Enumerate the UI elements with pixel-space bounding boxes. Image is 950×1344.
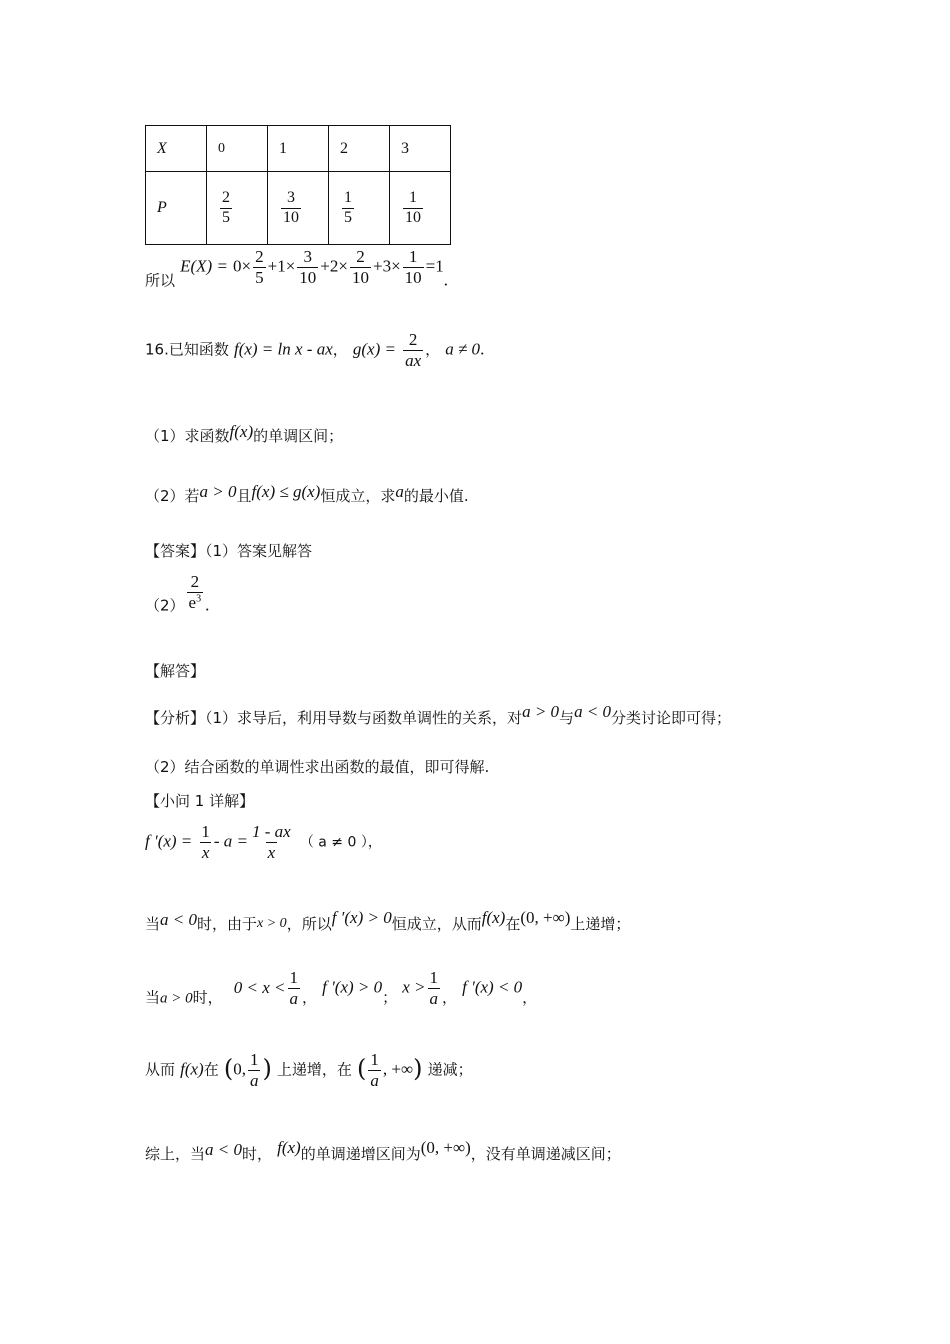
exponent: 3 xyxy=(196,592,202,604)
text: ， xyxy=(522,988,538,1007)
text: 时， xyxy=(192,988,223,1007)
math-expression: a ≠ 0 xyxy=(445,339,481,359)
math-expression: x > 0 xyxy=(257,916,287,931)
fraction-denominator: x xyxy=(201,842,210,862)
text: ，所以 xyxy=(286,915,332,933)
case-2-line xyxy=(145,968,537,1008)
fraction-denominator: 10 xyxy=(405,208,421,226)
text: . xyxy=(443,270,449,290)
text: 当 xyxy=(145,915,161,933)
math-expression: 1 xyxy=(277,256,286,276)
table-cell xyxy=(207,172,268,245)
fraction-numerator: 2 xyxy=(222,189,230,207)
problem-number: 16. xyxy=(145,340,169,359)
text: ， xyxy=(302,988,318,1007)
text: 上递增； xyxy=(570,915,631,933)
text: 的单调区间； xyxy=(253,427,344,445)
math-expression: a > 0 xyxy=(522,702,560,721)
text: 上递增，在 xyxy=(276,1060,352,1079)
math-expression: 3 xyxy=(382,256,392,276)
table-cell: 3 xyxy=(390,126,451,172)
answer-line-1 xyxy=(145,540,312,561)
summary-line xyxy=(145,1138,621,1164)
math-expression: f(x) xyxy=(180,1059,204,1079)
fraction-denominator: a xyxy=(429,988,439,1008)
fraction-denominator: 10 xyxy=(283,208,299,226)
text: 从而 xyxy=(145,1060,176,1079)
text: 的最小值. xyxy=(403,487,469,505)
fraction-denominator: e xyxy=(188,592,197,612)
math-expression: 2 xyxy=(329,256,339,276)
fraction-numerator: 1 xyxy=(370,1050,379,1069)
text: 所以 xyxy=(145,271,176,290)
answer-line-2 xyxy=(145,572,209,616)
case-1-line xyxy=(145,908,630,934)
text: 在 xyxy=(505,915,521,933)
table-cell: 1 xyxy=(268,126,329,172)
fraction-numerator: 1 xyxy=(409,189,417,207)
math-expression: f(x) ≤ g(x) xyxy=(251,482,321,501)
analysis-label: 【分析】 xyxy=(145,709,206,727)
table-cell: 2 xyxy=(329,126,390,172)
text: （2）若 xyxy=(145,487,200,505)
text: ； xyxy=(382,988,398,1007)
fraction-denominator: 5 xyxy=(255,267,264,287)
text: 时， xyxy=(242,1145,273,1163)
fraction-numerator: 1 xyxy=(408,247,418,266)
table-row xyxy=(146,172,451,245)
expectation-line: 所以 E(X) = 0× $\frac{2}{5}$ +1× $\frac{3}{10}$ +2× $\frac{2}{10}$ +3× $\frac{1}{10}$ =1. xyxy=(145,247,449,290)
table-cell: 0 xyxy=(207,126,268,172)
math-expression: a xyxy=(395,482,404,501)
math-expression: f(x) xyxy=(481,908,506,927)
fraction-denominator: a xyxy=(249,1070,259,1090)
math-expression: f(x) = ln x - ax xyxy=(233,339,333,359)
fraction-numerator: 2 xyxy=(408,330,418,349)
fraction-denominator: 5 xyxy=(344,208,352,226)
derivative-line xyxy=(145,822,382,862)
question-1 xyxy=(145,422,343,446)
math-expression: a < 0 xyxy=(205,1140,242,1159)
math-expression: , +∞ xyxy=(382,1059,414,1079)
text: （1）答案见解答 xyxy=(205,542,313,560)
fraction-numerator: 1 xyxy=(429,968,439,987)
fraction-numerator: 1 xyxy=(249,1050,259,1069)
analysis-line-2: （2）结合函数的单调性求出函数的最值，即可得解. xyxy=(145,758,490,776)
math-expression: a < 0 xyxy=(574,702,612,721)
math-expression: f ′(x) = xyxy=(145,831,193,851)
text: ， xyxy=(332,340,348,359)
fraction-denominator: a xyxy=(289,988,298,1008)
math-expression: a > 0 xyxy=(160,990,193,1007)
math-expression: E(X) = xyxy=(180,256,228,276)
table-cell xyxy=(268,172,329,245)
math-expression: 0 < x < xyxy=(233,977,286,997)
fraction-denominator: 10 xyxy=(299,267,317,287)
text: （ a ≠ 0 ）， xyxy=(299,834,382,851)
text: （2） xyxy=(145,596,185,615)
fraction-numerator: 1 - ax xyxy=(252,822,291,841)
text: ， xyxy=(442,988,458,1007)
table-cell: X xyxy=(146,126,207,172)
math-expression: - a = xyxy=(213,831,249,851)
math-expression: f ′(x) > 0 xyxy=(322,977,383,997)
text: ，没有单调递减区间； xyxy=(470,1145,621,1163)
distribution-table xyxy=(145,125,451,245)
fraction-numerator: 1 xyxy=(344,189,352,207)
fraction-numerator: 3 xyxy=(303,247,313,266)
table-row xyxy=(146,126,451,172)
text: 在 xyxy=(203,1060,219,1079)
solution-label: 【解答】 xyxy=(145,662,206,680)
math-expression: f ′(x) > 0 xyxy=(331,908,392,927)
table-cell xyxy=(390,172,451,245)
fraction-denominator: 10 xyxy=(351,267,369,287)
math-expression: (0, +∞) xyxy=(520,908,571,927)
analysis-line-1 xyxy=(145,702,731,728)
fraction-denominator: a xyxy=(370,1070,379,1090)
text: 且 xyxy=(236,487,252,505)
text: 综上，当 xyxy=(145,1145,206,1163)
fraction-denominator: 10 xyxy=(404,267,422,287)
text: 恒成立，求 xyxy=(320,487,396,505)
text: 已知函数 xyxy=(168,340,229,359)
table-cell: P xyxy=(146,172,207,245)
math-expression: a < 0 xyxy=(160,910,197,929)
monotonicity-line: 从而 f(x)在 (0, $\frac{1}{a}$ ) 上递增，在 ( $\frac{1}{a}$ , +∞) 递减； xyxy=(145,1050,473,1090)
fraction-numerator: 1 xyxy=(289,968,298,987)
fraction-numerator: 1 xyxy=(201,822,210,841)
math-expression: 0 xyxy=(233,256,242,276)
text: ， xyxy=(425,340,441,359)
question-2 xyxy=(145,482,469,506)
text: 分类讨论即可得； xyxy=(611,709,732,727)
text: . xyxy=(205,595,210,615)
math-expression: x > xyxy=(402,977,426,997)
text: （1）求函数 xyxy=(145,427,230,445)
math-expression: f(x) xyxy=(277,1138,301,1157)
fraction-numerator: 2 xyxy=(356,247,365,266)
text: 的单调递增区间为 xyxy=(300,1145,421,1163)
text: 当 xyxy=(145,988,161,1007)
problem-statement: 16.已知函数 f(x) = ln x - ax， g(x) = $\frac{2}{ax}$ ， a ≠ 0. xyxy=(145,330,485,370)
fraction-numerator: 3 xyxy=(287,189,295,207)
subquestion-label: 【小问 1 详解】 xyxy=(145,792,255,810)
math-expression: =1 xyxy=(425,256,444,276)
fraction-denominator: x xyxy=(267,842,276,862)
text: 与 xyxy=(559,709,575,727)
text: 递减； xyxy=(427,1060,473,1079)
text: 时，由于 xyxy=(197,915,258,933)
math-expression: (0, +∞) xyxy=(420,1138,471,1157)
math-expression: g(x) = xyxy=(352,339,396,359)
math-expression: f ′(x) < 0 xyxy=(462,977,523,997)
math-expression: a > 0 xyxy=(199,482,237,501)
fraction-numerator: 2 xyxy=(255,247,264,266)
table-cell xyxy=(329,172,390,245)
text: 恒成立，从而 xyxy=(391,915,482,933)
math-expression: f(x) xyxy=(229,422,254,441)
math-expression: 0, xyxy=(233,1059,246,1079)
fraction-denominator: 5 xyxy=(222,208,230,226)
fraction-denominator: ax xyxy=(405,350,422,370)
fraction-numerator: 2 xyxy=(190,572,200,591)
answer-label: 【答案】 xyxy=(145,542,206,560)
text: （1）求导后，利用导数与函数单调性的关系，对 xyxy=(205,709,523,727)
